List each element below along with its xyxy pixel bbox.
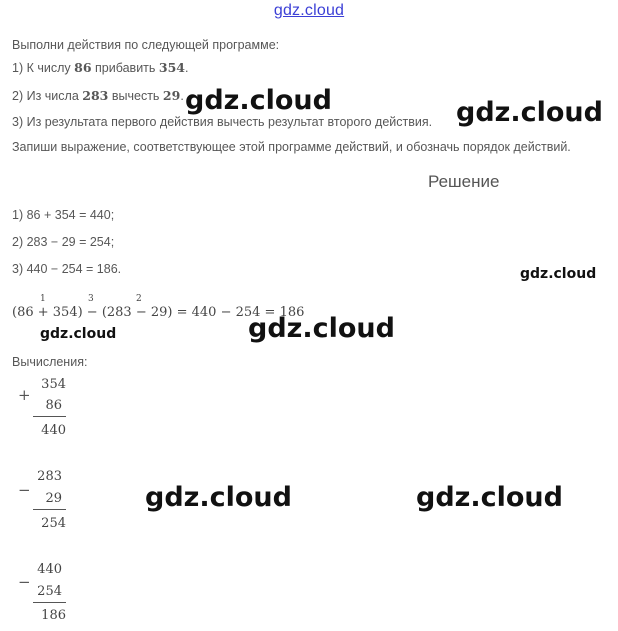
calc-label: Вычисления: [12,355,88,369]
watermark-2: gdz.cloud [456,97,603,128]
site-logo[interactable]: gdz.cloud [273,2,345,19]
step-1-b: 354 [158,60,185,75]
calc-3-top: 440 [37,562,62,577]
step-3-text: Из результата первого действия вычесть результат второго действия. [26,115,433,129]
calc-1-operator: + [18,386,31,404]
calc-3-result: 186 [41,608,66,623]
calc-2-bottom: 29 [45,491,62,506]
calc-2-result: 254 [41,516,66,531]
calc-3-line [33,602,66,603]
task-step-3 [12,115,432,129]
calc-2-top: 283 [37,469,62,484]
step-2-b: 29 [162,88,181,103]
task-step-2 [12,88,184,103]
calc-1-top: 354 [41,377,66,392]
step-1-number: 1) [12,61,24,75]
order-mark-2: 2 [136,294,142,304]
solution-expression: (86 + 354) − (283 − 29) = 440 − 254 = 186 [12,305,305,320]
watermark-6: gdz.cloud [145,482,292,513]
calc-3-bottom: 254 [37,584,62,599]
watermark-1: gdz.cloud [185,85,332,116]
step-1-pre: К числу [26,61,71,75]
watermark-4: gdz.cloud [248,313,395,344]
order-mark-1: 1 [40,294,46,304]
calc-1-line [33,416,66,417]
solution-line-2: 2) 283 − 29 = 254; [12,235,115,249]
step-2-post: . [180,89,184,103]
calc-2-line [33,509,66,510]
calc-1-bottom: 86 [45,398,62,413]
solution-line-3: 3) 440 − 254 = 186. [12,262,122,276]
step-2-number: 2) [12,89,24,103]
calc-3-operator: − [18,573,31,591]
task-intro: Выполни действия по следующей программе: [12,38,280,52]
step-2-pre: Из числа [26,89,79,103]
task-step-1 [12,60,188,75]
calc-2-operator: − [18,481,31,499]
task-instruction: Запиши выражение, соответствующее этой программе действий, и обозначь порядок действий. [12,140,571,154]
step-1-mid: прибавить [95,61,156,75]
watermark-5: gdz.cloud [40,326,117,342]
watermark-3: gdz.cloud [520,266,597,282]
calc-1-result: 440 [41,423,66,438]
step-1-post: . [185,61,189,75]
step-2-mid: вычесть [111,89,160,103]
solution-heading: Решение [428,172,500,191]
solution-line-1: 1) 86 + 354 = 440; [12,208,115,222]
order-mark-3: 3 [88,294,94,304]
step-1-a: 86 [74,60,92,75]
step-3-number: 3) [12,115,24,129]
step-2-a: 283 [82,88,109,103]
watermark-7: gdz.cloud [416,482,563,513]
